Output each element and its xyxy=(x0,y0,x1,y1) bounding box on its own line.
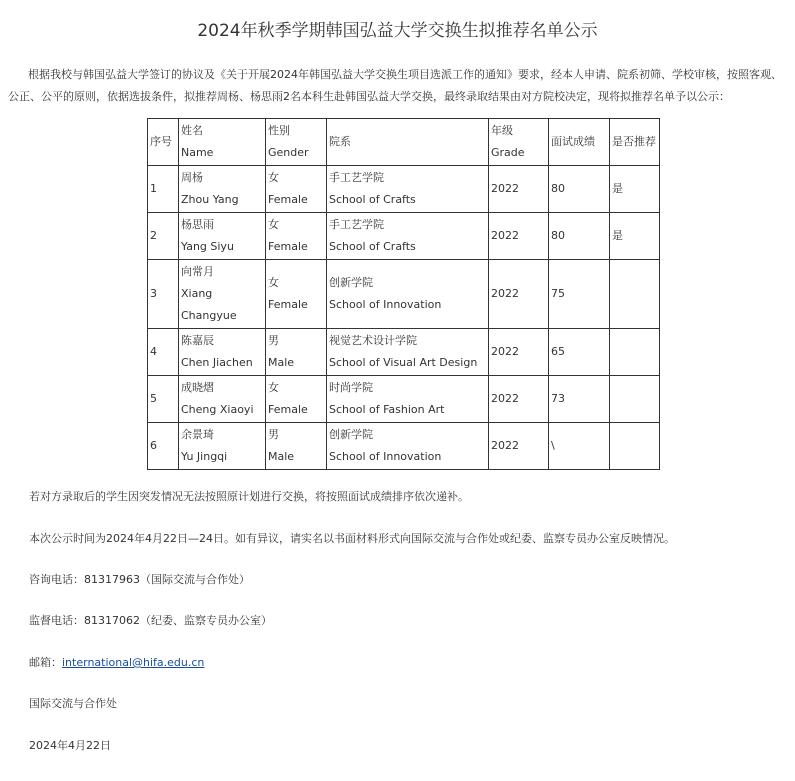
cell-school: 手工艺学院 School of Crafts xyxy=(327,213,489,260)
table-row xyxy=(148,423,660,470)
table-row xyxy=(148,260,660,329)
email-label: 邮箱： xyxy=(29,656,62,669)
cell-name: 周杨 Zhou Yang xyxy=(179,166,266,213)
issue-date: 2024年4月22日 xyxy=(29,739,111,752)
cell-gender: 女 Female xyxy=(266,166,327,213)
cell-gender: 女 Female xyxy=(266,213,327,260)
cell-name: 陈嘉辰 Chen Jiachen xyxy=(179,329,266,376)
cell-grade: 2022 xyxy=(489,166,549,213)
supervise-phone xyxy=(29,612,272,628)
cell-grade: 2022 xyxy=(489,423,549,470)
cell-recommend xyxy=(610,329,660,376)
cell-no: 2 xyxy=(148,213,179,260)
table-row xyxy=(148,213,660,260)
cell-score: 80 xyxy=(549,166,610,213)
email-link[interactable]: international@hifa.edu.cn xyxy=(62,656,205,669)
cell-recommend xyxy=(610,260,660,329)
cell-gender: 女 Female xyxy=(266,260,327,329)
cell-school: 时尚学院 School of Fashion Art xyxy=(327,376,489,423)
header-score: 面试成绩 xyxy=(549,119,610,166)
table-row xyxy=(148,166,660,213)
cell-name: 成晓熠 Cheng Xiaoyi xyxy=(179,376,266,423)
table-header-row xyxy=(148,119,660,166)
page-title: 2024年秋季学期韩国弘益大学交换生拟推荐名单公示 xyxy=(197,21,598,41)
cell-grade: 2022 xyxy=(489,260,549,329)
cell-gender: 男 Male xyxy=(266,329,327,376)
cell-recommend xyxy=(610,423,660,470)
header-recommend: 是否推荐 xyxy=(610,119,660,166)
cell-gender: 女 Female xyxy=(266,376,327,423)
header-gender: 性别 Gender xyxy=(266,119,327,166)
header-name: 姓名 Name xyxy=(179,119,266,166)
cell-grade: 2022 xyxy=(489,376,549,423)
consult-phone-label: 咨询电话： xyxy=(29,573,84,586)
cell-score: \ xyxy=(549,423,610,470)
recommendation-table xyxy=(147,118,660,470)
cell-recommend xyxy=(610,376,660,423)
cell-score: 75 xyxy=(549,260,610,329)
cell-score: 73 xyxy=(549,376,610,423)
cell-name: 余景琦 Yu Jingqi xyxy=(179,423,266,470)
table-row xyxy=(148,376,660,423)
cell-score: 65 xyxy=(549,329,610,376)
cell-no: 6 xyxy=(148,423,179,470)
issuing-office: 国际交流与合作处 xyxy=(29,697,117,710)
cell-school: 手工艺学院 School of Crafts xyxy=(327,166,489,213)
publicity-period: 本次公示时间为2024年4月22日—24日。如有异议，请实名以书面材料形式向国际交流与合作处或纪委、监察专员办公室反映情况。 xyxy=(29,532,675,545)
cell-score: 80 xyxy=(549,213,610,260)
cell-no: 3 xyxy=(148,260,179,329)
fallback-note: 若对方录取后的学生因突发情况无法按照原计划进行交换，将按照面试成绩排序依次递补。 xyxy=(29,490,469,503)
cell-no: 4 xyxy=(148,329,179,376)
cell-no: 5 xyxy=(148,376,179,423)
header-grade: 年级 Grade xyxy=(489,119,549,166)
consult-phone-value: 81317963（国际交流与合作处） xyxy=(84,573,250,586)
email-line xyxy=(29,654,204,670)
cell-name: 杨思雨 Yang Siyu xyxy=(179,213,266,260)
intro-paragraph: 根据我校与韩国弘益大学签订的协议及《关于开展2024年韩国弘益大学交换生项目选派工作的通知》要求，经本人申请、院系初筛、学校审核，按照客观、公正、公平的原则，依据选拔条件，拟推荐周杨、杨思雨2名本科生赴韩国弘益大学交换，最终录取结果由对方院校决定，现将拟推荐名单予以公示： xyxy=(8,68,782,103)
supervise-phone-label: 监督电话： xyxy=(29,614,84,627)
cell-no: 1 xyxy=(148,166,179,213)
cell-school: 创新学院 School of Innovation xyxy=(327,260,489,329)
cell-grade: 2022 xyxy=(489,329,549,376)
supervise-phone-value: 81317062（纪委、监察专员办公室） xyxy=(84,614,272,627)
cell-grade: 2022 xyxy=(489,213,549,260)
table-row xyxy=(148,329,660,376)
header-school: 院系 xyxy=(327,119,489,166)
cell-school: 视觉艺术设计学院 School of Visual Art Design xyxy=(327,329,489,376)
cell-school: 创新学院 School of Innovation xyxy=(327,423,489,470)
header-no: 序号 xyxy=(148,119,179,166)
consult-phone xyxy=(29,571,250,587)
cell-recommend: 是 xyxy=(610,166,660,213)
cell-gender: 男 Male xyxy=(266,423,327,470)
cell-recommend: 是 xyxy=(610,213,660,260)
cell-name: 向常月 Xiang Changyue xyxy=(179,260,266,329)
